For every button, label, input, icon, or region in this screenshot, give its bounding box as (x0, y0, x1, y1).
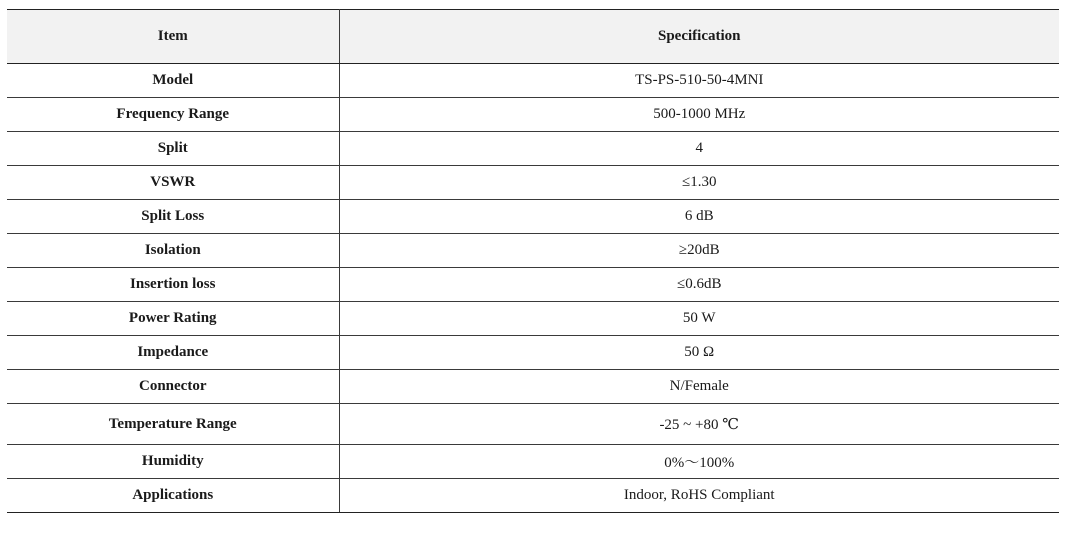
table-row (7, 336, 1059, 370)
row-spec: ≤0.6dB (339, 268, 1059, 302)
row-item: VSWR (7, 166, 339, 200)
row-spec: Indoor, RoHS Compliant (339, 479, 1059, 513)
row-spec: -25 ~ +80 ℃ (339, 404, 1059, 445)
table-row (7, 64, 1059, 98)
row-spec: ≥20dB (339, 234, 1059, 268)
table-row (7, 132, 1059, 166)
row-spec: ≤1.30 (339, 166, 1059, 200)
row-spec: 6 dB (339, 200, 1059, 234)
header-item: Item (7, 10, 339, 64)
row-item: Insertion loss (7, 268, 339, 302)
specification-table (7, 9, 1059, 513)
table-row (7, 302, 1059, 336)
row-spec: 4 (339, 132, 1059, 166)
row-item: Connector (7, 370, 339, 404)
row-item: Impedance (7, 336, 339, 370)
row-item: Temperature Range (7, 404, 339, 445)
row-item: Frequency Range (7, 98, 339, 132)
row-item: Split Loss (7, 200, 339, 234)
table-header (7, 10, 1059, 64)
row-spec: TS-PS-510-50-4MNI (339, 64, 1059, 98)
table-row (7, 166, 1059, 200)
row-spec: 500-1000 MHz (339, 98, 1059, 132)
table-row (7, 445, 1059, 479)
table-body (7, 64, 1059, 513)
table-row (7, 370, 1059, 404)
row-spec: N/Female (339, 370, 1059, 404)
row-item: Humidity (7, 445, 339, 479)
table-row (7, 200, 1059, 234)
row-spec: 0%～100% (339, 445, 1059, 479)
row-item: Applications (7, 479, 339, 513)
row-item: Split (7, 132, 339, 166)
header-specification: Specification (339, 10, 1059, 64)
row-spec: 50 W (339, 302, 1059, 336)
row-item: Power Rating (7, 302, 339, 336)
header-row (7, 10, 1059, 64)
table-row (7, 98, 1059, 132)
row-item: Model (7, 64, 339, 98)
row-spec: 50 Ω (339, 336, 1059, 370)
row-item: Isolation (7, 234, 339, 268)
table-row (7, 268, 1059, 302)
table-row (7, 404, 1059, 445)
table-row (7, 234, 1059, 268)
table-row (7, 479, 1059, 513)
